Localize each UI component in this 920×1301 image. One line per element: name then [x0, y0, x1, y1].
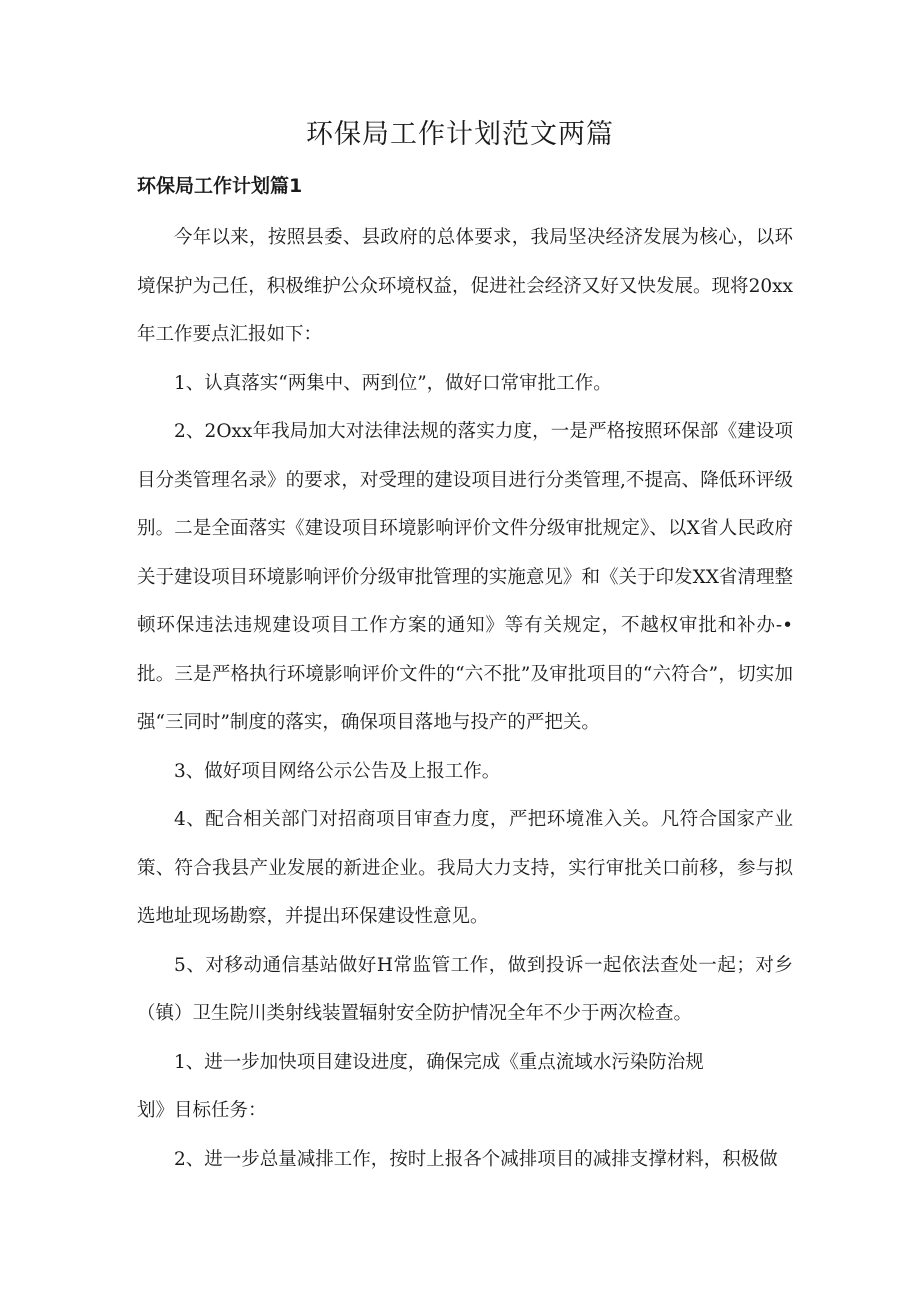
paragraph-item-3: 3、做好项目网络公示公告及上报工作。	[174, 760, 501, 782]
paragraph-item-1: 1、认真落实“两集中、两到位”，做好口常审批工作。	[174, 372, 612, 394]
paragraph-item-5: 5、对移动通信基站做好H常监管工作，做到投诉一起依法查处一起；对乡（镇）卫生院川类射线装置辐射安全防护情况全年不少于两次检查。	[137, 954, 793, 1024]
section-heading: 环保局工作计划篇1	[137, 175, 303, 197]
document-title: 环保局工作计划范文两篇	[306, 119, 614, 150]
paragraph-plan-1: 1、进一步加快项目建设进度，确保完成《重点流域水污染防治规	[174, 1051, 704, 1073]
paragraph-plan-1-continued: 划》目标任务：	[137, 1100, 267, 1121]
paragraph-intro: 今年以来，按照县委、县政府的总体要求，我局坚决经济发展为核心，以环境保护为己任，积极维护公众环境权益，促进社会经济又好又快发展。现将20xx年工作要点汇报如下：	[137, 227, 793, 345]
paragraph-item-4: 4、配合相关部门对招商项目审查力度，严把环境准入关。凡符合国家产业策、符合我县产业发展的新进企业。我局大力支持，实行审批关口前移，参与拟选地址现场勘察，并提出环保建设性意见。	[137, 809, 793, 927]
paragraph-plan-2: 2、进一步总量减排工作，按时上报各个减排项目的减排支撑材料，积极做	[174, 1148, 778, 1170]
paragraph-item-2: 2、2Oxx年我局加大对法律法规的落实力度，一是严格按照环保部《建设项目分类管理名录》的要求，对受理的建设项目进行分类管理,不提高、降低环评级别。二是全面落实《建设项目环境影响评价文件分级审批规定》、以X省人民政府关于建设项目环境影响评价分级审批管理的实施意见》和《关于印发XX省清理整顿环保违法违规建设项目工作方案的通知》等有关规定，不越权审批和补办-•批。三是严格执行环境影响评价文件的“六不批”及审批项目的“六符合”，切实加强“三同时”制度的落实，确保项目落地与投产的严把关。	[137, 421, 793, 733]
document-body	[137, 214, 793, 1184]
